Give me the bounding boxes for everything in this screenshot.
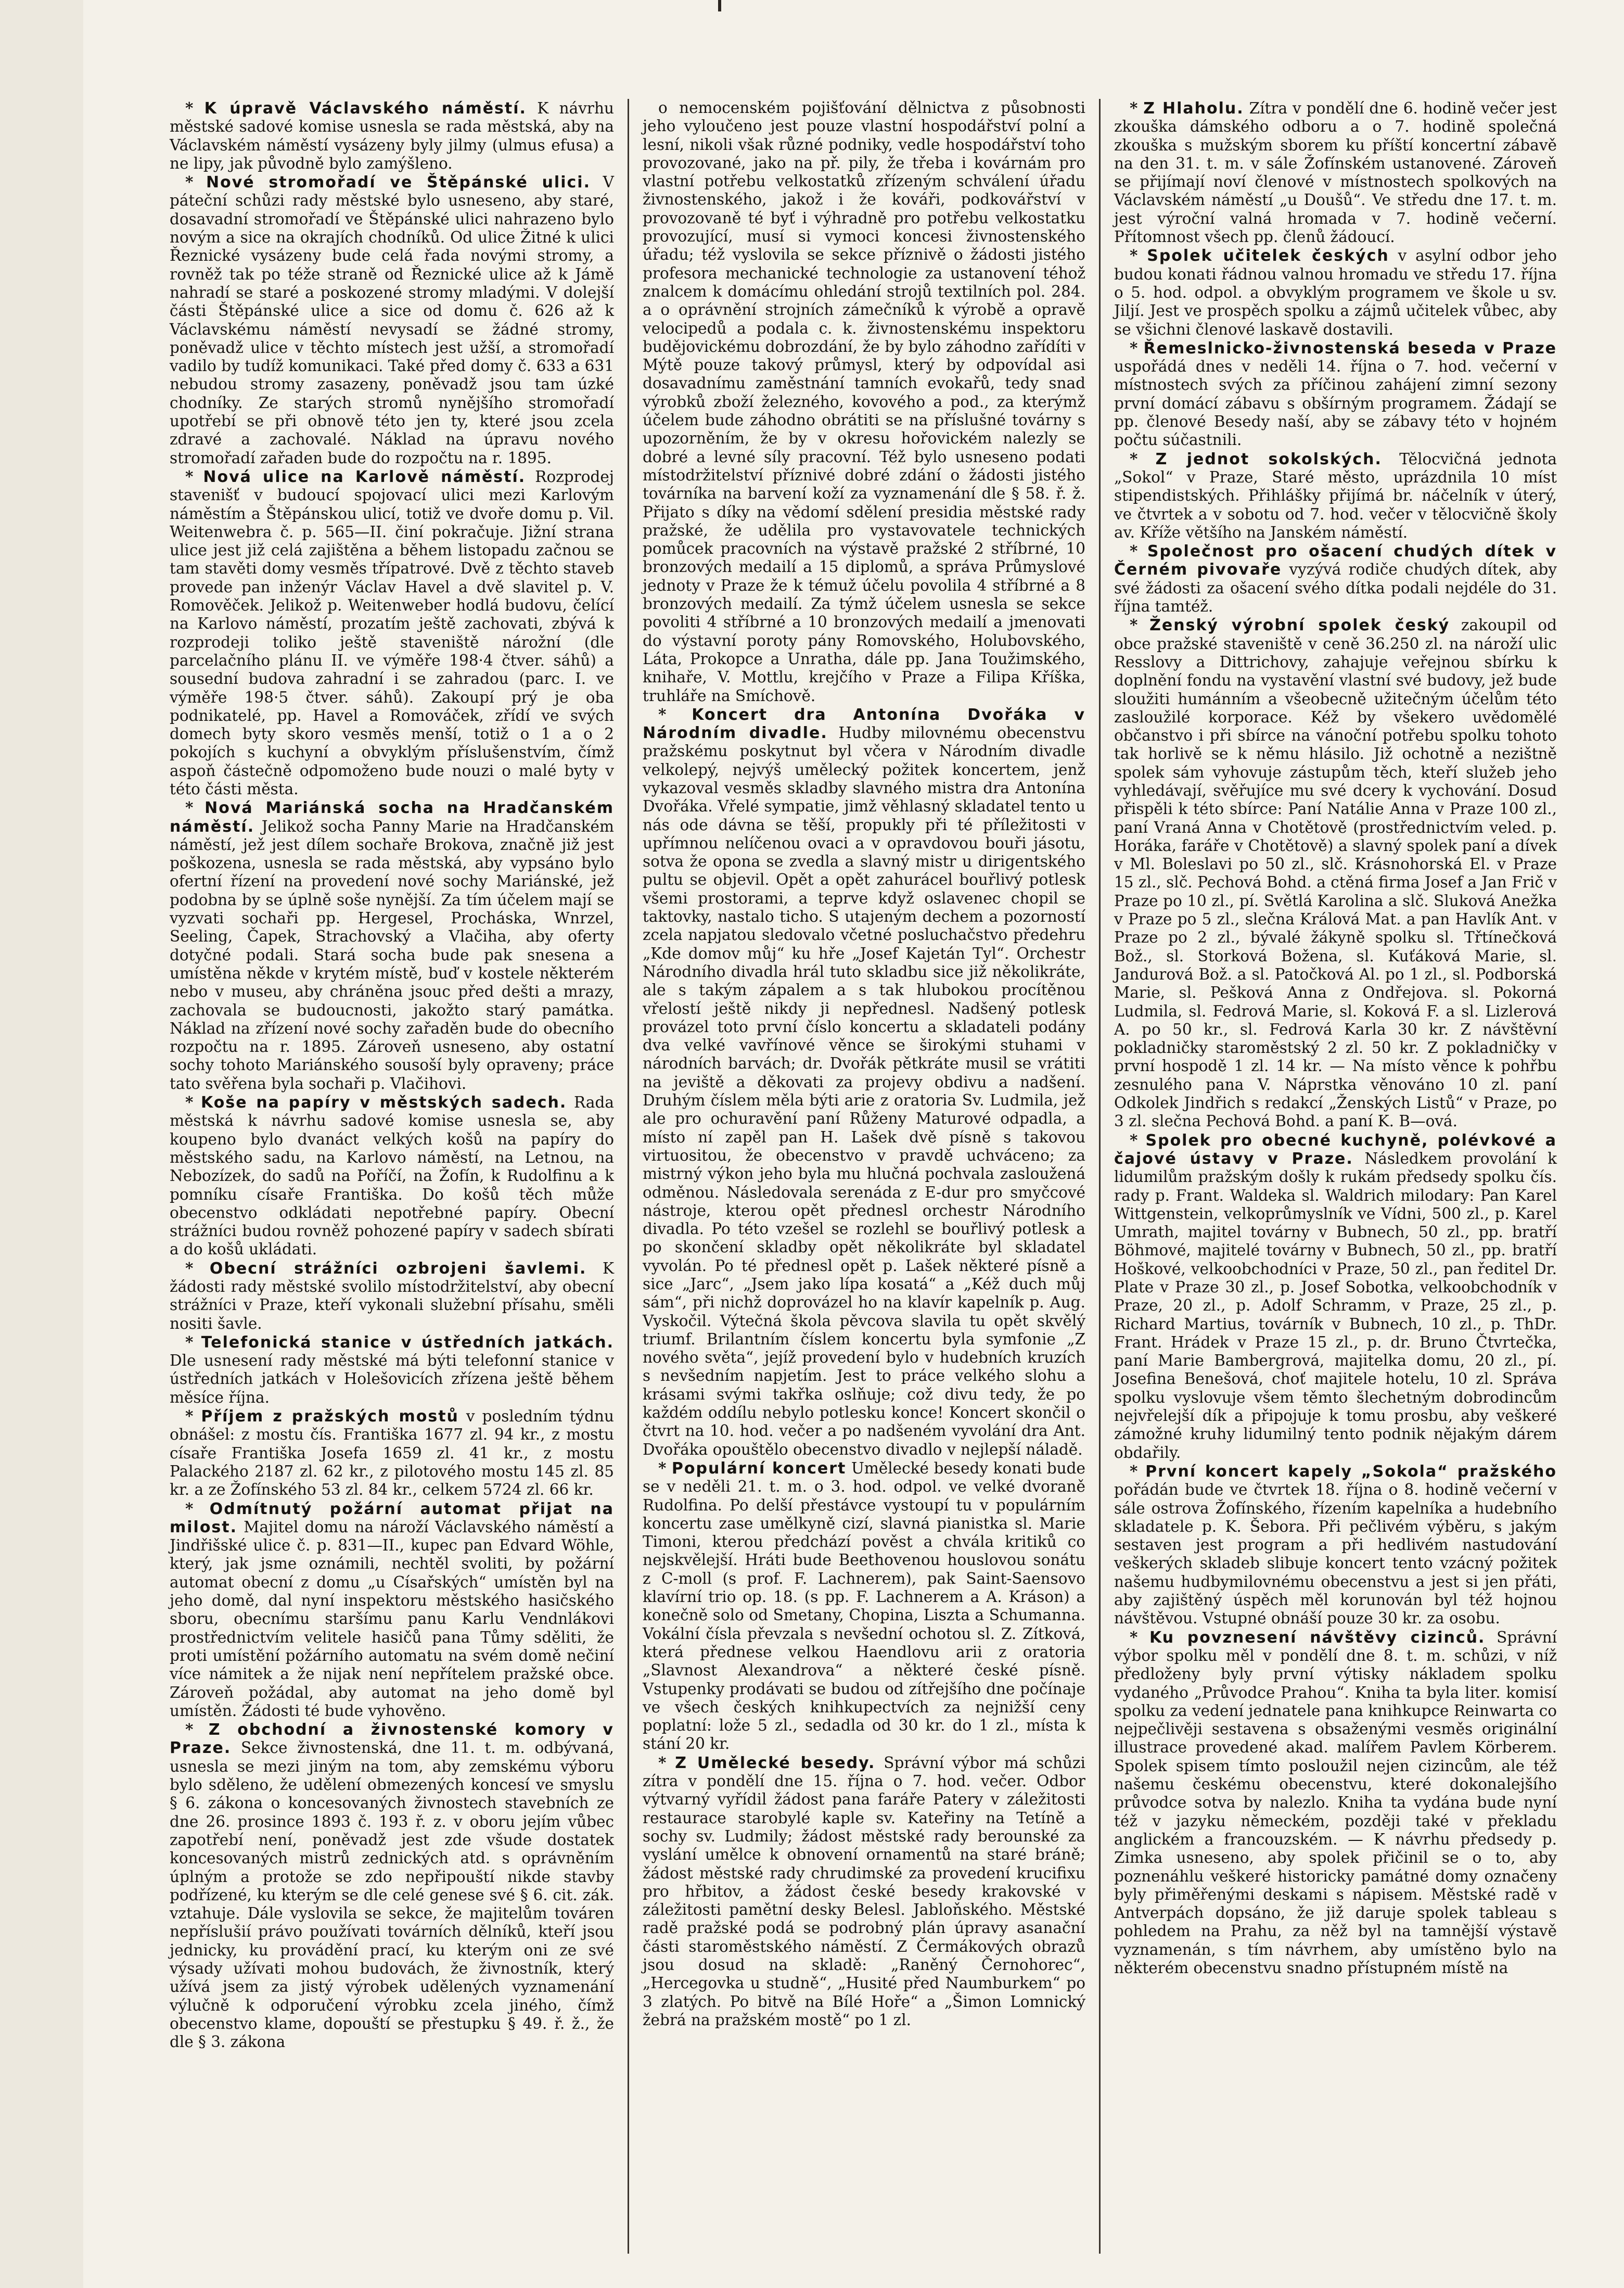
asterisk-mark: *: [1130, 1130, 1146, 1149]
column-1: [156, 99, 628, 2254]
asterisk-mark: *: [1130, 449, 1156, 468]
article-headline: Populární koncert: [671, 1459, 847, 1478]
article-paragraph: [170, 1333, 614, 1407]
article-text: Majitel domu na nároží Václavského náměstí a Jindřišské ulice č. p. 831—II., kupec pan Edvard Wöhle, který, jak jsme oznámili, nechtěl svoliti, by požární automat obecní z domu „u Císařských“ umístěn byl na jeho domě, dal nyní inspektoru městského hasičského sboru, obecnímu staršímu panu Karlu Vendnlákovi prostřednictvím velitele hasičů pana Tůmy sděliti, že proti umístění požárního automatu na svém domě nečiní více námitek a že nijak není nepřítelem pražské obce. Zároveň požádal, aby automat na jeho domě byl umístěn. Žádosti té bude vyhověno.: [170, 1518, 614, 1720]
article-headline: Z Umělecké besedy.: [675, 1753, 876, 1772]
article-paragraph: [170, 1259, 614, 1333]
asterisk-mark: *: [1130, 99, 1144, 117]
article-headline: Z jednot sokolských.: [1155, 450, 1382, 468]
asterisk-mark: *: [185, 467, 203, 486]
article-text: V páteční schůzi rady městské bylo usneseno, aby staré, dosavadní stromořadí ve Štěpánské ulici nahrazeno bylo novým a sice na okrajích chodníků. Od ulice Žitné k ulici Řeznické vysázeny bude celá řada novými stromy, a rovněž tak po téže straně od Řeznické ulice až k Jámě nahradí se staré a poskozené stromy mladými. V dolejší části Štěpánské ulice a sice od domu č. 626 až k Václavskému náměstí nevysadí se žádné stromy, poněvadž ulice v těchto místech jest užší, a stromořadí vadilo by tudíž komunikaci. Také před domy č. 633 a 631 nebudou stromy zasazeny, poněvadž jsou tam úzké chodníky. Ze starých stromů nynějšího stromořadí upotřebí se při obnově této jen ty, které jsou zcela zdravé a zachovalé. Náklad na úpravu nového stromořadí zařaden bude do rozpočtu na r. 1895.: [170, 173, 614, 467]
column-2: [628, 99, 1099, 2254]
article-paragraph: [1114, 1628, 1557, 1978]
article-text: Správní výbor má schůzi zítra v pondělí dne 15. října o 7. hod. večer. Odbor výtvarný vyřídil žádost pana faráře Patery v záležitosti restaurace starobylé kaple sv. Kateřiny na Tetíně a sochy sv. Ludmily; žádost městské rady berounské za vyslání umělce k obnovení ornamentů na staré bráně; žádost městské rady chrudimské za provedení krucifixu pro hřbitov, a žádost české besedy krakovské v záležitosti pamětní desky Belesl. Jabloňského. Městské radě pražské podá se podrobný plán úpravy asanační části staroměstského náměstí. Z Čermákových obrazů jsou dosud na skladě: „Raněný Černohorec“, „Hercegovka u studně“, „Husité před Naumburkem“ po 3 zlatých. Po bitvě na Bílé Hoře“ a „Šimon Lomnický žebrá na pražském mostě“ po 1 zl.: [643, 1753, 1085, 2029]
asterisk-mark: *: [1130, 542, 1147, 561]
article-headline: Nové stromořadí ve Štěpánské ulici.: [206, 173, 591, 192]
article-paragraph: [1114, 616, 1557, 1130]
asterisk-mark: *: [658, 1458, 672, 1477]
article-headline: Spolek učitelek českých: [1147, 247, 1389, 265]
article-paragraph: [170, 1407, 614, 1499]
article-paragraph: [170, 798, 614, 1093]
article-headline: Obecní strážníci ozbrojeni šavlemi.: [209, 1259, 587, 1278]
article-paragraph: [170, 467, 614, 798]
article-text: Zítra v pondělí dne 6. hodině večer jest zkouška dámského odboru a o 7. hodině společná zkouška s mužským sborem ku příští koncertní zábavě na den 31. t. m. v sále Žofínském ustanovené. Zároveň se přijímají noví členové v místnostech spolkových na Václavském náměstí „u Doušů“. Ve středu dne 17. t. m. jest výroční valná hromada v 7. hodině večerní. Přítomnost všech pp. členů žádoucí.: [1114, 99, 1557, 246]
article-paragraph: [1114, 339, 1557, 450]
article-headline: Nová Mariánská socha na Hradčanském náměstí.: [170, 799, 614, 836]
asterisk-mark: *: [658, 1753, 675, 1772]
article-text: Následkem provolání k lidumilům pražským došly k rukám předsedy spolku čís. rady p. Frant. Waldeka sl. Waldrich milodary: Pan Karel Wittgenstein, velkoprůmyslník ve Vídni, 500 zl., p. Karel Umrath, majitel továrny v Bubnech, 50 zl., pp. bratří Böhmové, majitelé továrny v Bubnech, 50 zl., pp. bratří Hoškové, velkoobchodníci v Praze, 50 zl., pan ředitel Dr. Plate v Praze 30 zl., p. Josef Sobotka, velkoobchodník v Praze, 20 zl., p. Adolf Schramm, v Praze, 25 zl., p. Richard Martius, továrník v Bubnech, 10 zl., p. ThDr. Frant. Hrádek v Praze 15 zl., p. dr. Bruno Čtvrtečka, paní Marie Bambergrová, majitelka domu, 20 zl., pí. Josefina Benešová, choť majitele hotelu, 10 zl. Správa spolku vyslovuje všem těmto šlechetným dobrodincům nejvřelejší dík a připojuje k tomu prosbu, aby veškeré zámožné kruhy lidumilný tento podnik nějakým dárem obdařily.: [1114, 1149, 1557, 1461]
article-headline: Společnost pro ošacení chudých dítek v Černém pivovaře: [1114, 542, 1557, 579]
asterisk-mark: *: [1130, 338, 1144, 357]
article-text: vyzývá rodiče chudých dítek, aby své žádosti za ošacení svého dítka podali nejdéle do 31. října tamtéž.: [1114, 561, 1557, 616]
article-headline: Ženský výrobní spolek český: [1149, 616, 1450, 635]
asterisk-mark: *: [185, 1499, 210, 1518]
article-headline: K úpravě Václavského náměstí.: [204, 99, 527, 118]
article-text: pořádán bude ve čtvrtek 18. října o 8. hodině večerní v sále ostrova Žofínského, řízením kapelníka a hudebního skladatele p. K. Šebora. Při pečlivém výběru, s jakým sestaven jest program a při hedlivém nastudování veškerých skladeb slibuje koncert tento vzácný požitek našemu hudbymilovnému obecenstvu a jest si jen přáti, aby zajištěný úspěch měl korunován byl též hojnou návštěvou. Vstupné obnáší pouze 30 kr. za osobu.: [1114, 1481, 1557, 1628]
article-headline: První koncert kapely „Sokola“ pražského: [1145, 1462, 1557, 1481]
article-paragraph: [643, 705, 1085, 1459]
top-edge: [156, 0, 1571, 9]
asterisk-mark: *: [1130, 1628, 1149, 1646]
article-headline: Z Hlaholu.: [1143, 99, 1244, 118]
asterisk-mark: *: [1130, 616, 1150, 634]
article-paragraph: [1114, 542, 1557, 616]
article-paragraph: [170, 1499, 614, 1721]
article-paragraph: [170, 99, 614, 173]
article-text: Rozprodej stavenišť v budoucí spojovací ulici mezi Karlovým náměstím a Štěpánskou ulicí, totiž ve dvoře domu p. Vil. Weitenwebra č. p. 565—II. činí pokračuje. Jižní strana ulice jest již celá zajištěna a během listopadu začnou se tam stavěti domy vesměs třípatrové. Dvě z těchto staveb provede pan inženýr Václav Havel a dvě slavitel p. V. Romověček. Jelikož p. Weitenweber hodlá budovu, čelící na Karlovo náměstí, prozatím ještě zachovati, zbývá k rozprodeji toliko ještě staveniště nárožní (dle parcelačního plánu II. ve výměře 198·4 čtver. sáhů) a sousední budova zahradní i se zahradou (parc. I. ve výměře 198·5 čtver. sáhů). Zakoupí prý je oba podnikatelé, pp. Havel a Romováček, zřídí ve svých domech byty skoro vesměs menší, totiž o 1 a o 2 pokojích s kuchyní a obvyklým příslušenstvím, čímž aspoň částečně odpomoženo bude nouzi o malé byty v této části města.: [170, 467, 614, 798]
column-3: [1099, 99, 1570, 2254]
article-paragraph: [1114, 99, 1557, 246]
article-text: Dle usnesení rady městské má býti telefonní stanice v ústředních jatkách v Holešovicích zřízena ještě během měsíce října.: [170, 1352, 614, 1406]
asterisk-mark: *: [185, 798, 205, 817]
asterisk-mark: *: [185, 173, 207, 192]
article-paragraph: [1114, 1131, 1557, 1462]
article-text: K žádosti rady městské svolilo místodržitelství, aby obecní strážníci v Praze, kteří vykonali služební přísahu, směli nositi šavle.: [170, 1259, 614, 1332]
article-paragraph: [643, 1753, 1085, 2029]
article-paragraph: [170, 1093, 614, 1259]
article-text: Tělocvičná jednota „Sokol“ v Praze, Staré město, uprázdnila 10 míst stipendistských. Přihlášky přijímá br. náčelník v úterý, ve čtvrtek a v sobotu od 7. hod. večer v tělocvičně školy av. Kříže většího na Janském náměstí.: [1114, 450, 1557, 541]
article-text: Správní výbor spolku měl v pondělí dne 8. t. m. schůzi, v níž předloženy byly první výtisky nákladem spolku vydaného „Průvodce Prahou“. Kniha ta byla liter. komisí spolku za vedení jednatele pana knihkupce Reinwarta co nejpečlivěji sestavena s obsaženými vesměs originální illustrace provedené akad. malířem Pavlem Körberem. Spolek spisem tímto posloužil nejen cizincům, ale též našemu českému obecenstvu, které dokonalejšího průvodce sotva by nalezlo. Kniha ta vydána bude nyní též v jazyku německém, později také v překladu anglickém a francouzském. — K návrhu předsedy p. Zimka usneseno, aby spolek přičinil se o to, aby poznenáhlu veškeré historicky památné domy označeny byly přiměřenými deskami s nápisem. Městské radě v Antverpách dopsáno, že již daruje spolek tableau s pohledem na Prahu, za něž byl na tamnější výstavě vyznamenán, s tím návrhem, aby umístěno bylo na některém obecenstvu snadno přístupném místě na: [1114, 1628, 1557, 1977]
article-headline: Příjem z pražských mostů: [201, 1407, 459, 1426]
article-text: v posledním týdnu obnášel: z mostu čís. Františka 1677 zl. 94 kr., z mostu císaře Františka Josefa 1659 zl. 41 kr., z mostu Palackého 2187 zl. 62 kr., z pilotového mostu 145 zl. 85 kr. a ze Žofínského 53 zl. 84 kr., celkem 5724 zl. 66 kr.: [170, 1407, 614, 1499]
article-text: o nemocenském pojišťování dělnictva z působnosti jeho vyloučeno jest pouze vlastní hospodářství polní a lesní, nikoli však různé podniky, vedle hospodářství toho provozované, jako na př. pily, že třeba i kovárnám pro vlastní potřebu velkostatků zřízeným schválení úřadu živnostenského, jakož i že kováři, podkovářství v provozovaně té byť i výhradně pro potřebu velkostatku provozující, musí si vymoci koncesi živnostenského úřadu; též vyslovila se sekce příznivě o žádosti jistého profesora mechanické technologie za ustanovení téhož znalcem k domácímu ohledání strojů textilních pol. 284. a o oprávnění strojních zámečníků k výrobě a opravě velocipedů a podala c. k. živnostenskému inspektoru budějovickému dobrozdání, že by bylo záhodno zařídíti v Mýtě pouze takový průmysl, který by odpovídal asi dosavadnímu zaměstnání tamních evokařů, tedy snad výrobků zboží železného, kovového a pod., za kterýmž účelem bude záhodno obrátiti se na příslušné továrny s upozorněním, že by v okresu hořovickém nalezly se dobré a levné síly pracovní. Též bylo usneseno podati místodržitelství příznivé dobré zdání o žádosti jistého továrníka na barvení koží za vyznamenání dle § 58. ř. ž. Přijato s díky na vědomí sdělení presidia městské rady pražské, že udělila pro vystavovatele technických pomůcek pracovních na výstavě pražské 2 stříbrné, 10 bronzových medailí a 15 diplomů, a správa Průmyslové jednoty v Praze že k témuž účelu povolila 4 stříbrné a 8 bronzových medailí. Za týmž účelem usnesla se sekce povoliti 4 stříbrné a 10 bronzových medailí a jmenovati do výstavní poroty pány Romovského, Holubovského, Láta, Prokopce a Unratha, dále pp. Jana Toužimského, knihaře, V. Mottlu, krejčího v Praze a Filipa Kříška, truhláře na Smíchově.: [643, 99, 1085, 705]
article-headline: Odmítnutý požární automat přijat na milost.: [170, 1499, 614, 1536]
article-headline: Ku povznesení návštěvy cizinců.: [1149, 1628, 1486, 1647]
article-paragraph: [170, 173, 614, 467]
article-headline: Spolek pro obecné kuchyně, polévkové a čajové ústavy v Praze.: [1114, 1131, 1557, 1168]
article-paragraph: [643, 1459, 1085, 1753]
article-text: K návrhu městské sadové komise usnesla se rada městská, aby na Václavském náměstí vysázeny byly jilmy (ulmus efusa) a ne lipy, jak původně bylo zamýšleno.: [170, 99, 614, 172]
article-text: Rada městská k návrhu sadové komise usnesla se, aby koupeno bylo dvanáct velkých košů na papíry do městského sadu, na Karlovo náměstí, na Letnou, na Nebozízek, do sadů na Poříčí, na Žofín, k Rudolfinu a k pomníku císaře Františka. Do košů těch může obecenstvo odkládati nepotřebné papíry. Obecní strážníci budou rovněž pohozené papíry v sadech sbírati a do košů ukládati.: [170, 1094, 614, 1259]
article-paragraph: [1114, 450, 1557, 542]
article-paragraph: [1114, 1462, 1557, 1628]
article-text: v asylní odbor jeho budou konati řádnou valnou hromadu ve středu 17. října o 5. hod. odpol. a obvyklým programem ve škole u sv. Jiljí. Jest ve prospěch spolku a zájmů učitelek vůbec, aby se všichni členové laskavě dostavili.: [1114, 247, 1557, 338]
article-headline: Koše na papíry v městských sadech.: [201, 1094, 567, 1112]
asterisk-mark: *: [185, 1720, 209, 1739]
article-text: Umělecké besedy konati bude se v neděli 21. t. m. o 3. hod. odpol. ve velké dvoraně Rudolfina. Po delší přestávce vystoupí tu v populárním koncertu zase umělkyně cizí, slavná pianistka sl. Marie Timoni, kterou předchází pověst a chvála kritiků co nejskvělejší. Hráti bude Beethovenou houslovou sonátu z C-moll (s prof. F. Lachnerem), pak Saint-Saensovo klavírní trio op. 18. (s pp. F. Lachnerem a A. Kráson) a konečně solo od Smetany, Chopina, Liszta a Schumanna. Vokální čísla převzala s nevšední ochotou sl. Z. Zítková, která přednese velkou Haendlovu arii z oratoria „Slavnost Alexandrova“ a některé české písně. Vstupenky prodávati se budou od zítřejšího dne počínaje ve všech českých knihkupectvích za nejnižší ceny poplatní: lože 5 zl., sedadla od 30 kr. do 1 zl., místa k stání 20 kr.: [643, 1459, 1085, 1753]
asterisk-mark: *: [1130, 246, 1147, 265]
newspaper-columns: [156, 99, 1571, 2254]
asterisk-mark: *: [185, 1332, 201, 1351]
asterisk-mark: *: [185, 1093, 201, 1112]
article-headline: Koncert dra Antonína Dvořáka v Národním divadle.: [643, 705, 1085, 743]
asterisk-mark: *: [658, 705, 692, 723]
asterisk-mark: *: [1130, 1461, 1146, 1480]
article-headline: Nová ulice na Karlově náměstí.: [203, 467, 526, 486]
article-headline: Řemeslnicko-živnostenská beseda v Praze: [1143, 339, 1557, 358]
article-text: Sekce živnostenská, dne 11. t. m. odbývaná, usnesla se mezi jiným na tom, aby zemskému výboru bylo sděleno, že udělení obmezených koncesí ve smyslu § 6. zákona o koncesovaných živnostech stavebních ze dne 26. prosince 1893 č. 193 ř. z. v oboru jejím vůbec zapotřebí není, poněvadž jest zde všude dostatek koncesovaných mistrů zednických atd. s oprávněním úplným a protože se zdo nepřipouští nikde stavby podřízené, ku kterým se dle celé genese své § 6. cit. zák. vztahuje. Dále vyslovila se sekce, že majitelům továren nepříslušií právo používati továrních dělníků, kteří jsou jednicky, ku provádění prací, ku kterým oni ze své výsady užívati mohou budovách, že živnostník, který užívá jsem za jistý výrobek udělených vyznamenání výlučně k odporučení výrobku zcela jiného, čímž obecenstvo klame, dopouští se přestupku § 49. ř. ž., že dle § 3. zákona: [170, 1739, 614, 2051]
page-margin: [0, 0, 83, 2288]
asterisk-mark: *: [185, 1407, 201, 1426]
asterisk-mark: *: [185, 1259, 210, 1277]
article-headline: Telefonická stanice v ústředních jatkách.: [201, 1333, 614, 1352]
article-paragraph: [170, 1720, 614, 2051]
article-headline: Z obchodní a živnostenské komory v Praze.: [170, 1721, 614, 1758]
article-paragraph: [1114, 246, 1557, 338]
article-text: uspořádá dnes v neděli 14. října o 7. hod. večerní v místnostech svých za příčinou zahájení zimní sezony první domácí zábavu s obšírným programem. Žádají se pp. členové Besedy naší, aby se zábavy této v hojném počtu súčastnili.: [1114, 358, 1557, 449]
article-paragraph: [643, 99, 1085, 705]
top-tick-mark: [718, 0, 721, 11]
article-text: Jelikož socha Panny Marie na Hradčanském náměstí, jež jest dílem sochaře Brokova, značně již jest poškozena, usnesla se rada městská, aby vypsáno bylo ofertní řízení na provedení nové sochy Mariánské, jež podobna by se úplně soše nynější. Za tím účelem mají se vyzvati sochaři pp. Hergesel, Procháska, Wnrzel, Seeling, Čapek, Strachovský a Vlačiha, aby oferty dotyčné podali. Stará socha bude pak snesena a umístěna někde v krytém místě, buď v kostele některém nebo v museu, aby chráněna jsouc před dešti a mrazy, zachovala se budoucnosti, jakožto starý památka. Náklad na zřízení nové sochy zařaděn bude do obecního rozpočtu na r. 1895. Zároveň usneseno, aby ostatní sochy tohoto Mariánského sousoší byly opraveny; práce tato svěřena byla sochaři p. Vlačihovi.: [170, 817, 614, 1092]
article-text: zakoupil od obce pražské staveniště v ceně 36.250 zl. na nároží ulic Resslovy a Dittrichovy, zahajuje veřejnou sbírku k doplnění fondu na vystavění vlastní své budovy, jež bude sloužiti humánním a všeobecně užitečným účelům této zasloužilé korporace. Kéž by všekero uvědomělé občanstvo i při sbírce na vánoční potřebu spolku tohoto tak horlivě se k němu hlásilo. Již ochotně a nezištně spolek sám vyhovuje zástupům těch, kteří služeb jeho vyhledávají, svěřujíce mu své dcery k vychování. Dosud přispěli k této sbírce: Paní Natálie Anna v Praze 100 zl., paní Vraná Anna v Chotětově (prostřednictvím veled. p. Horáka, faráře v Chotětově) a slavný spolek paní a dívek v Ml. Boleslavi po 50 zl., slč. Krásnohorská El. v Praze 15 zl., slč. Pechová Bohd. a ctěná firma Josef a Jan Frič v Praze po 10 zl., pí. Světlá Karolina a slč. Sluková Anežka v Praze po 5 zl., slečna Králová Mat. a pan Havlík Ant. v Praze po 2 zl., bývalé žákyně spolku sl. Třtínečková Bož., sl. Storková Božena, sl. Kuťáková Marie, sl. Jandurová Bož. a sl. Patočková Al. po 1 zl., sl. Podborská Marie, sl. Pešková Anna z Ondřejova. sl. Pokorná Ludmila, sl. Fedrová Marie, sl. Koková F. a sl. Lizlerová A. po 50 kr., sl. Fedrová Karla 30 kr. Z návštěvní pokladničky staroměstský 2 zl. 50 kr. Z pokladničky v první hospodě 1 zl. 14 kr. — Na místo věnce k pohřbu zesnulého pana V. Náprstka věnováno 10 zl. paní Odkolek Jindřich s redakcí „Ženských Listů“ v Praze, po 3 zl. slečna Pechová Bohd. a paní K. B—ová.: [1114, 616, 1557, 1130]
article-text: Hudby milovnému obecenstvu pražskému poskytnut byl včera v Národním divadle velkolepý, nejvýš umělecký požitek koncertem, jenž vykazoval vesměs skladby slavného mistra dra Antonína Dvořáka. Vřelé sympatie, jimž věhlasný skladatel tento u nás ode dávna se těší, propukly při té příležitosti v upřímnou nelíčenou ovaci a v opravdovou bouři jásotu, sotva že opona se zvedla a slavný mistr u dirigentského pultu se objevil. Opět a opět zahurácel bouřlivý potlesk všemi prostorami, a teprve když oslavenec chopil se taktovky, nastalo ticho. S utajeným dechem a pozorností zcela napjatou sledovalo včetné posluchačstvo předehru „Kde domov můj“ ku hře „Josef Kajetán Tyl“. Orchestr Národního divadla hrál tuto skladbu sice již několikráte, ale s takým zápalem a s tak hlubokou procítěnou vřelostí ještě nikdy ji nepřednesl. Nadšený potlesk provázel toto první číslo koncertu a skladateli podány dva velké vavřínové věnce se širokými stuhami v národních barvách; dr. Dvořák pětkráte musil se vrátiti na jeviště a děkovati za projevy obdivu a nadšení. Druhým číslem měla býti arie z oratoria Sv. Ludmila, jež ale pro ochuravění paní Růženy Maturové odpadla, a místo ní zapěl pan H. Lašek dvě písně s takovou virtuositou, že obecenstvo v pravdě uchváceno; za mistrný výkon jeho byla mu hlučná pochvala zasloužená odměnou. Následovala serenáda z E-dur pro smyčcové nástroje, kterou opět přednesl orchestr Národního divadla. Po této vzešel se rozlehl se bouřlivý potlesk a po skončení skladby opět několikráte byl skladatel vyvolán. Po té přednesl opět p. Lašek některé písně a sice „Jarc“, „Jsem jako lípa kosatá“ a „Kéž duch můj sám“, při nichž doprovázel ho na klavír kapelník p. Aug. Vyskočil. Výtečná škola pěvcova slavila tu opět skvělý triumf. Brilantním číslem koncertu byla symfonie „Z nového světa“, jejíž provedení bylo v hudebních kruzích s nevšedním napjetím. Jest to práce velkého slohu a krásami svými takřka oslňuje; což divu tedy, že po každém oddílu nebylo potlesku konce! Koncert skončil o čtvrt na 10. hod. večer a po nadšeném vyvolání dra Ant. Dvořáka opouštělo obecenstvo divadlo v nejlepší náladě.: [643, 724, 1085, 1458]
asterisk-mark: *: [185, 99, 204, 117]
